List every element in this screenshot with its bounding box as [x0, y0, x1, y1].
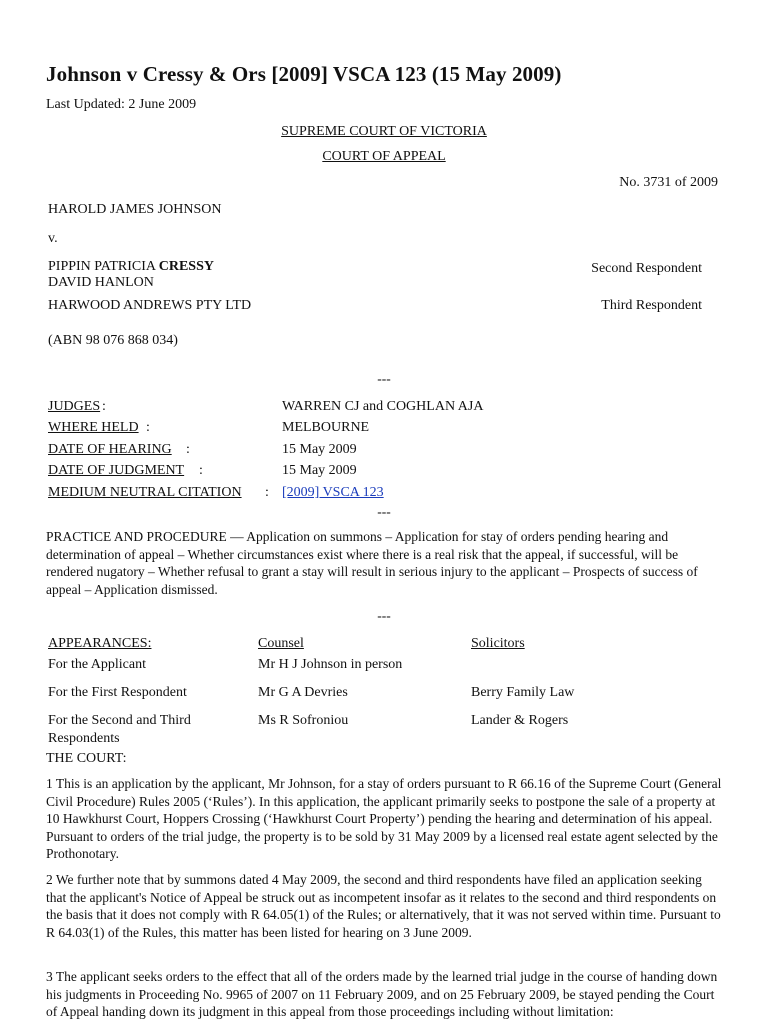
detail-label-where-held: WHERE HELD	[48, 420, 139, 435]
paragraph-3: 3 The applicant seeks orders to the effect that all of the orders made by the learned trial judge in the course of handing down his judgments in Proceeding No. 9965 of 2007 on 11 February 2009, and on 25 February 2009, be stayed pending the Court of Appeal handing down its judgment in this appeal from those proceedings including without limitation:	[46, 969, 718, 1020]
first-respondent-name	[48, 258, 214, 275]
appearance-party: For the Applicant	[48, 657, 146, 672]
last-updated: Last Updated: 2 June 2009	[46, 97, 197, 112]
detail-label-date-of-hearing: DATE OF HEARING	[48, 442, 172, 457]
detail-value-date-of-hearing: 15 May 2009	[282, 442, 357, 457]
detail-value-judges: WARREN CJ and COGHLAN AJA	[282, 399, 484, 414]
separator-1: ---	[377, 371, 391, 386]
appearance-counsel: Mr G A Devries	[258, 685, 348, 700]
detail-label-citation: MEDIUM NEUTRAL CITATION	[48, 485, 242, 500]
the-court-heading: THE COURT:	[46, 751, 127, 766]
detail-colon: :	[199, 463, 203, 478]
detail-colon: :	[265, 485, 269, 500]
versus-label: v.	[48, 231, 58, 246]
first-respondent-surname: CRESSY	[158, 259, 214, 274]
document-title: Johnson v Cressy & Ors [2009] VSCA 123 (15 May 2009)	[46, 62, 562, 86]
separator-2: ---	[377, 504, 391, 519]
appearance-party: For the Second and Third Respondents	[48, 713, 191, 746]
second-respondent-role: Second Respondent	[591, 261, 702, 276]
detail-value-where-held: MELBOURNE	[282, 420, 370, 435]
appearance-solicitor: Berry Family Law	[471, 685, 575, 700]
third-respondent-name: HARWOOD ANDREWS PTY LTD	[48, 298, 252, 313]
citation-link[interactable]: [2009] VSCA 123	[282, 485, 384, 500]
detail-label-date-of-judgment: DATE OF JUDGMENT	[48, 463, 185, 478]
separator-3: ---	[377, 608, 391, 623]
case-number: No. 3731 of 2009	[619, 175, 718, 190]
abn: (ABN 98 076 868 034)	[48, 333, 178, 348]
court-name: SUPREME COURT OF VICTORIA	[281, 124, 487, 139]
second-respondent-name: DAVID HANLON	[48, 275, 154, 290]
detail-colon: :	[146, 420, 150, 435]
paragraph-1: 1 This is an application by the applicant, Mr Johnson, for a stay of orders pursuant to R 66.16 of the Supreme Court (General Civil Procedure) Rules 2005 (‘Rules’). In this application, the applicant primarily seeks to postpone the sale of a property at 10 Hawkhurst Court, Hoppers Crossing (‘Hawkhurst Court Property’) pending the hearing and determination of his appeal. Pursuant to orders of the trial judge, the property is to be sold by 31 May 2009 by a licensed real estate agent selected by the Prothonotary.	[46, 776, 722, 862]
third-respondent-role: Third Respondent	[601, 298, 702, 313]
appearance-counsel: Ms R Sofroniou	[258, 713, 349, 728]
detail-colon: :	[102, 399, 106, 414]
detail-value-date-of-judgment: 15 May 2009	[282, 463, 357, 478]
detail-colon: :	[186, 442, 190, 457]
court-division: COURT OF APPEAL	[322, 149, 446, 164]
appearance-solicitor: Lander & Rogers	[471, 713, 569, 728]
catchwords: PRACTICE AND PROCEDURE — Application on summons – Application for stay of orders pending hearing and determination of appeal – Whether circumstances exist where there is a real risk that the appeal, if successful, will be rendered nugatory – Whether refusal to grant a stay will result in serious injury to the applicant – Prospects of success of appeal – Application dismissed.	[46, 529, 698, 597]
detail-label-judges: JUDGES	[48, 399, 101, 414]
solicitors-heading: Solicitors	[471, 636, 525, 651]
appearances-heading: APPEARANCES:	[48, 636, 152, 651]
first-respondent-given-names: PIPPIN PATRICIA	[48, 259, 159, 274]
paragraph-2: 2 We further note that by summons dated 4 May 2009, the second and third respondents have filed an application seeking that the applicant's Notice of Appeal be struck out as incompetent insofar as it relates to the second and third respondents on the basis that it does not comply with R 64.05(1) of the Rules; or alternatively, that it was not served within time. Pursuant to R 64.03(1) of the Rules, this matter has been listed for hearing on 3 June 2009.	[46, 872, 721, 940]
appearance-party: For the First Respondent	[48, 685, 187, 700]
applicant-name: HAROLD JAMES JOHNSON	[48, 202, 222, 217]
appearance-counsel: Mr H J Johnson in person	[258, 657, 403, 672]
counsel-heading: Counsel	[258, 636, 304, 651]
